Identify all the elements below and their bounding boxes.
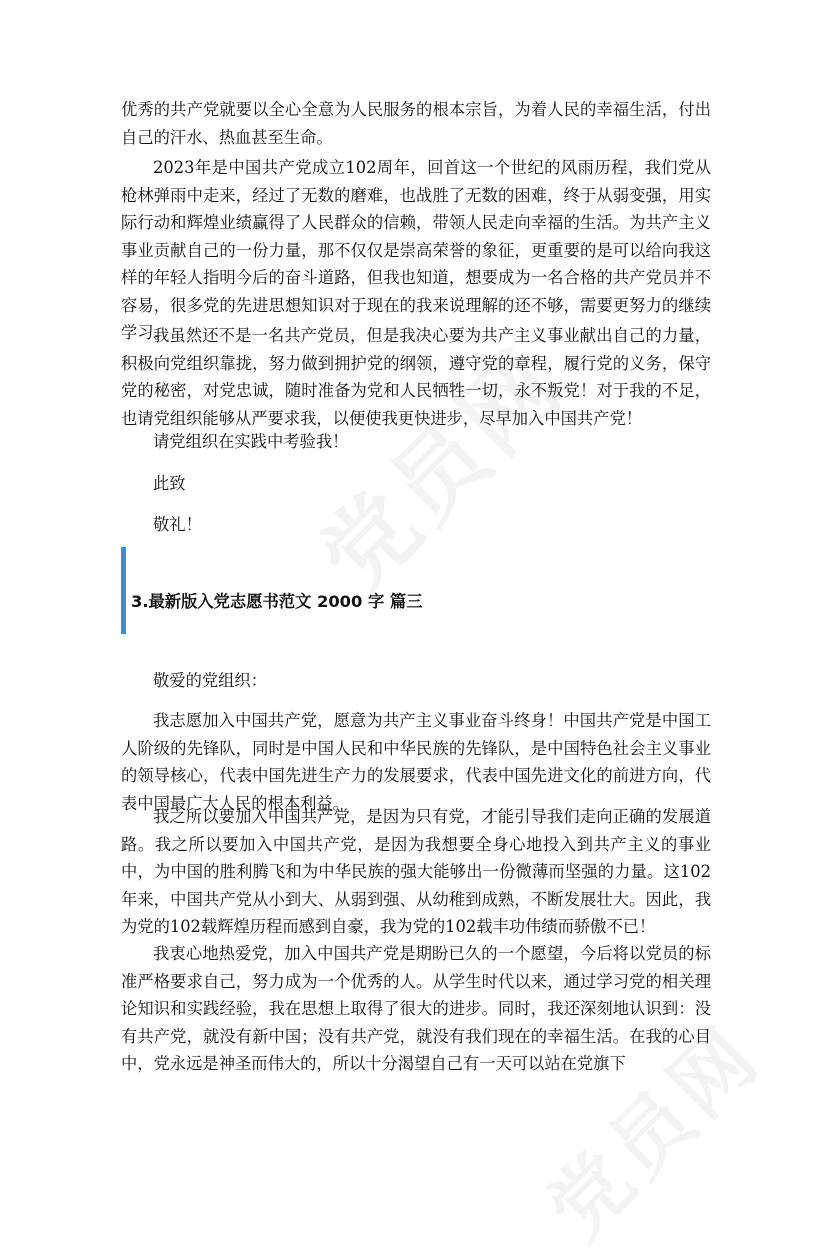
section-heading: 3.最新版入党志愿书范文 2000 字 篇三 bbox=[131, 592, 423, 611]
paragraph: 2023年是中国共产党成立102周年，回首这一个世纪的风雨历程，我们党从枪林弹雨中走来，经过了无数的磨难，也战胜了无数的困难，终于从弱变强，用实际行动和辉煌业绩赢得了人民群众的信赖，带领人民走向幸福的生活。为共产主义事业贡献自己的一份力量，那不仅仅是崇高荣誉的象征，更重要的是可以给向我这样的年轻人指明今后的奋斗道路，但我也知道，想要成为一名合格的共产党员并不容易，很多党的先进思想知识对于现在的我来说理解的还不够，需要更努力的继续学习。 bbox=[121, 158, 711, 342]
paragraph: 我之所以要加入中国共产党，是因为只有党，才能引导我们走向正确的发展道路。我之所以要加入中国共产党，是因为我想要全身心地投入到共产主义的事业中，为中国的胜利腾飞和为中华民族的强大能够出一份微薄而坚强的力量。这102年来，中国共产党从小到大、从弱到强、从幼稚到成熟，不断发展壮大。因此，我为党的102载辉煌历程而感到自豪，我为党的102载丰功伟绩而骄傲不已！ bbox=[121, 807, 711, 936]
paragraph: 敬爱的党组织： bbox=[153, 671, 267, 690]
paragraph: 我衷心地热爱党，加入中国共产党是期盼已久的一个愿望，今后将以党员的标准严格要求自己，努力成为一个优秀的人。从学生时代以来，通过学习党的相关理论知识和实践经验，我在思想上取得了很大的进步。同时，我还深刻地认识到：没有共产党，就没有新中国；没有共产党，就没有我们现在的幸福生活。在我的心目中，党永远是神圣而伟大的，所以十分渴望自己有一天可以站在党旗下 bbox=[121, 944, 711, 1073]
paragraph: 敬礼！ bbox=[153, 515, 202, 534]
paragraph: 我虽然还不是一名共产党员，但是我决心要为共产主义事业献出自己的力量，积极向党组织靠拢，努力做到拥护党的纲领，遵守党的章程，履行党的义务，保守党的秘密，对党忠诚，随时准备为党和人民牺牲一切，永不叛党！对于我的不足，也请党组织能够从严要求我，以便使我更快进步，尽早加入中国共产党！ bbox=[121, 326, 711, 428]
heading-accent-bar bbox=[121, 547, 126, 634]
paragraph: 我志愿加入中国共产党，愿意为共产主义事业奋斗终身！中国共产党是中国工人阶级的先锋队，同时是中国人民和中华民族的先锋队，是中国特色社会主义事业的领导核心，代表中国先进生产力的发展要求，代表中国先进文化的前进方向，代表中国最广大人民的根本利益。 bbox=[121, 711, 711, 813]
paragraph: 优秀的共产党就要以全心全意为人民服务的根本宗旨，为着人民的幸福生活，付出自己的汗水、热血甚至生命。 bbox=[121, 100, 711, 147]
paragraph: 此致 bbox=[153, 474, 186, 493]
paragraph: 请党组织在实践中考验我！ bbox=[153, 432, 349, 451]
